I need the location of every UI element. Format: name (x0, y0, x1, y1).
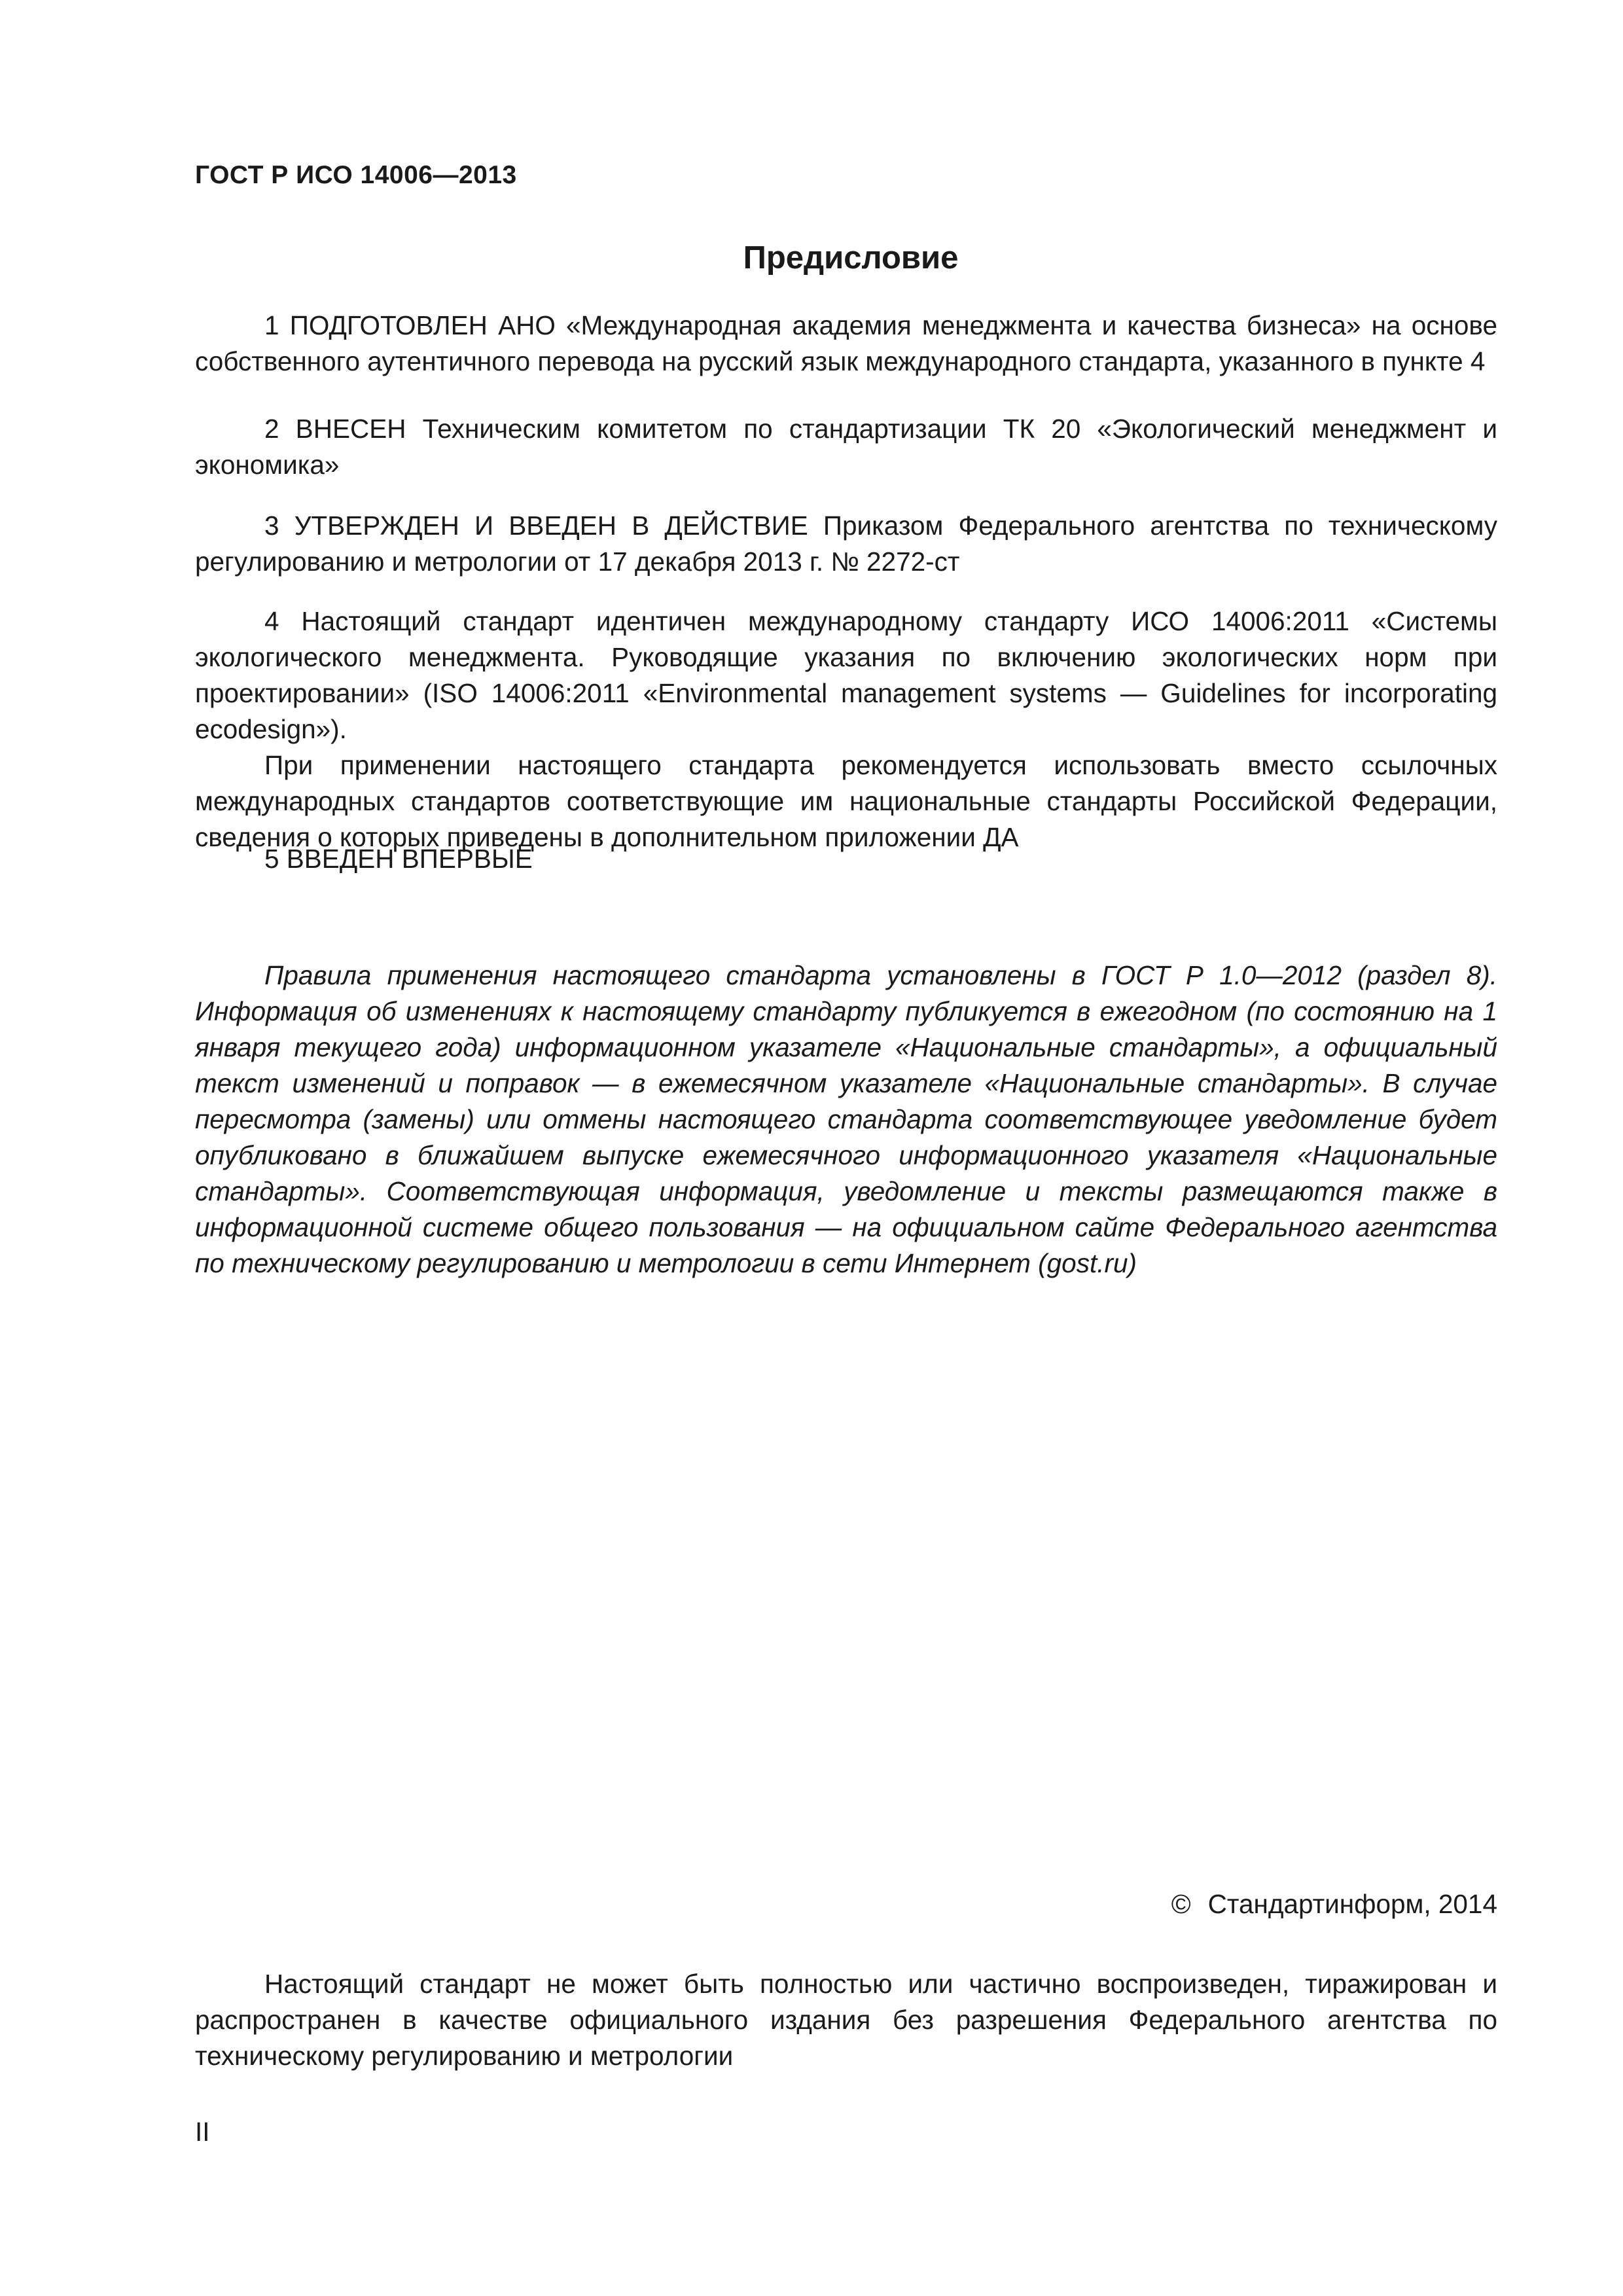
document-code-header: ГОСТ Р ИСО 14006—2013 (195, 161, 517, 189)
copyright-line (1171, 1889, 1497, 1920)
preface-item-2 (195, 411, 1497, 483)
application-notice: Правила применения настоящего стандарта установлены в ГОСТ Р 1.0—2012 (раздел 8). Информация об изменениях к настоящему стандарту публикуется в ежегодном (по состоянию на 1 января текущего года) информационном указателе «Национальные стандарты», а официальный текст изменений и поправок — в ежемесячном указателе «Национальные стандарты». В случае пересмотра (замены) или отмены настоящего стандарта соответствующее уведомление будет опубликовано в ближайшем выпуске ежемесячного информационного указателя «Национальные стандарты». Соответствующая информация, уведомление и тексты размещаются также в информационной системе общего пользования — на официальном сайте Федерального агентства по техническому регулированию и метрологии в сети Интернет (gost.ru) (195, 960, 1497, 1278)
reproduction-notice: Настоящий стандарт не может быть полностью или частично воспроизведен, тиражирован и распространен в качестве официального издания без разрешения Федерального агентства по техническому регулированию и метрологии (195, 1969, 1497, 2071)
preface-item-5 (195, 841, 1497, 877)
page-number: II (195, 2117, 210, 2147)
preface-item-3-text: 3 УТВЕРЖДЕН И ВВЕДЕН В ДЕЙСТВИЕ Приказом Федерального агентства по техническому регулированию и метрологии от 17 декабря 2013 г. № 2272-ст (195, 511, 1497, 577)
preface-item-4-text: 4 Настоящий стандарт идентичен международному стандарту ИСО 14006:2011 «Системы экологического менеджмента. Руководящие указания по включению экологических норм при проектировании» (ISO 14006:2011 «Environmental management systems — Guidelines for incorporating ecodesign»). (195, 606, 1497, 744)
preface-item-5-text: 5 ВВЕДЕН ВПЕРВЫЕ (264, 844, 533, 874)
preface-item-1 (195, 308, 1497, 380)
copyright-symbol: © (1171, 1889, 1191, 1919)
preface-item-4-note: При применении настоящего стандарта рекомендуется использовать вместо ссылочных международных стандартов соответствующие им национальные стандарты Российской Федерации, сведения о которых приведены в дополнительном приложении ДА (195, 750, 1497, 852)
preface-title: Предисловие (743, 240, 959, 276)
preface-item-4 (195, 603, 1497, 855)
copyright-text: Стандартинформ, 2014 (1207, 1889, 1497, 1919)
preface-item-1-text: 1 ПОДГОТОВЛЕН АНО «Международная академия менеджмента и качества бизнеса» на основе собственного аутентичного перевода на русский язык международного стандарта, указанного в пункте 4 (195, 310, 1497, 376)
preface-item-3 (195, 508, 1497, 580)
preface-item-2-text: 2 ВНЕСЕН Техническим комитетом по стандартизации ТК 20 «Экологический менеджмент и экономика» (195, 414, 1497, 480)
